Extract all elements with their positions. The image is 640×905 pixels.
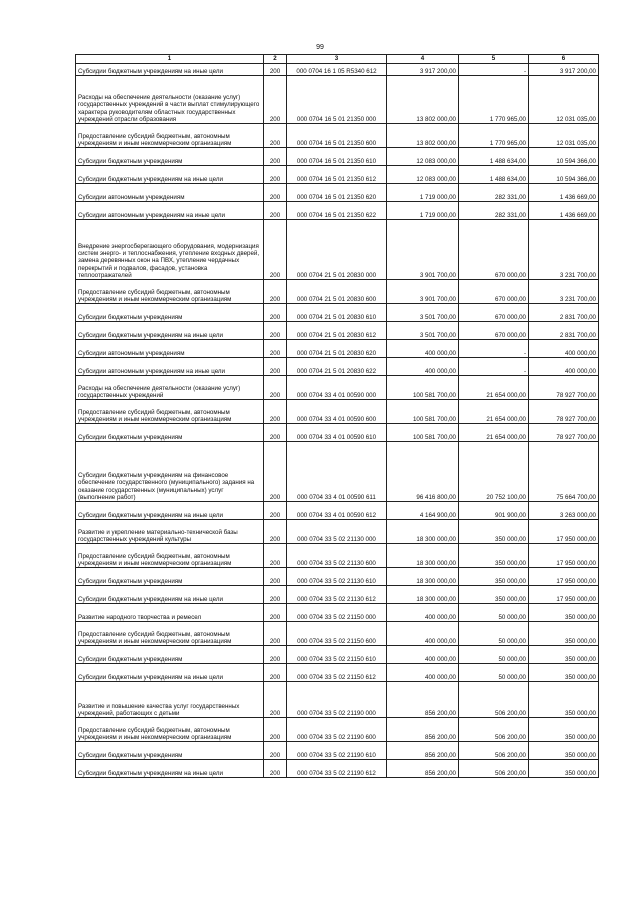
page-number: 99	[316, 44, 324, 51]
cell-v5: 282 331,00	[459, 184, 529, 202]
cell-v5: 21 654 000,00	[459, 400, 529, 424]
cell-admin: 200	[264, 400, 287, 424]
cell-admin: 200	[264, 586, 287, 604]
cell-v5: 670 000,00	[459, 304, 529, 322]
cell-code: 000 0704 33 5 02 21130 600	[287, 544, 387, 568]
cell-code: 000 0704 33 4 01 00590 600	[287, 400, 387, 424]
table-row	[76, 166, 599, 184]
cell-code: 000 0704 16 5 01 21350 600	[287, 124, 387, 148]
cell-name: Субсидии автономным учреждениям на иные цели	[76, 358, 264, 376]
cell-v4: 100 581 700,00	[387, 376, 459, 400]
cell-v5: 350 000,00	[459, 568, 529, 586]
cell-v5: -	[459, 340, 529, 358]
cell-v4: 856 200,00	[387, 742, 459, 760]
cell-v6: 2 831 700,00	[529, 322, 599, 340]
cell-name: Расходы на обеспечение деятельности (оказание услуг) государственных учреждений в части выплат стимулирующего характера руководителям областных государственных учреждений отрасли образования	[76, 76, 264, 124]
cell-v4: 400 000,00	[387, 646, 459, 664]
column-header: 4	[387, 55, 459, 64]
cell-v5: -	[459, 64, 529, 76]
cell-code: 000 0704 21 5 01 20830 600	[287, 280, 387, 304]
cell-admin: 200	[264, 664, 287, 682]
cell-admin: 200	[264, 376, 287, 400]
table-row	[76, 586, 599, 604]
cell-code: 000 0704 33 5 02 21190 612	[287, 760, 387, 778]
cell-v6: 17 950 000,00	[529, 586, 599, 604]
cell-name: Субсидии бюджетным учреждениям на иные цели	[76, 502, 264, 520]
cell-admin: 200	[264, 424, 287, 442]
cell-v6: 2 831 700,00	[529, 304, 599, 322]
cell-admin: 200	[264, 64, 287, 76]
cell-code: 000 0704 21 5 01 20830 620	[287, 340, 387, 358]
cell-code: 000 0704 16 5 01 21350 620	[287, 184, 387, 202]
cell-v4: 4 164 900,00	[387, 502, 459, 520]
cell-v4: 100 581 700,00	[387, 424, 459, 442]
cell-admin: 200	[264, 202, 287, 220]
cell-v4: 13 802 000,00	[387, 124, 459, 148]
cell-name: Предоставление субсидий бюджетным, автономным учреждениям и иным некоммерческим организациям	[76, 124, 264, 148]
cell-name: Развитие и укрепление материально-технической базы государственных учреждений культуры	[76, 520, 264, 544]
cell-admin: 200	[264, 322, 287, 340]
cell-admin: 200	[264, 148, 287, 166]
cell-admin: 200	[264, 304, 287, 322]
cell-v4: 856 200,00	[387, 718, 459, 742]
cell-admin: 200	[264, 604, 287, 622]
cell-v4: 13 802 000,00	[387, 76, 459, 124]
cell-v5: 350 000,00	[459, 586, 529, 604]
table-row	[76, 502, 599, 520]
cell-code: 000 0704 33 4 01 00590 610	[287, 424, 387, 442]
cell-v5: 50 000,00	[459, 622, 529, 646]
cell-admin: 200	[264, 220, 287, 280]
cell-code: 000 0704 21 5 01 20830 612	[287, 322, 387, 340]
table-row	[76, 280, 599, 304]
cell-v5: 506 200,00	[459, 718, 529, 742]
cell-v6: 350 000,00	[529, 664, 599, 682]
cell-code: 000 0704 33 5 02 21190 610	[287, 742, 387, 760]
cell-admin: 200	[264, 358, 287, 376]
table-row	[76, 622, 599, 646]
cell-name: Субсидии бюджетным учреждениям	[76, 568, 264, 586]
cell-code: 000 0704 21 5 01 20830 000	[287, 220, 387, 280]
table-row	[76, 64, 599, 76]
cell-v6: 350 000,00	[529, 718, 599, 742]
cell-name: Предоставление субсидий бюджетным, автономным учреждениям и иным некоммерческим организациям	[76, 622, 264, 646]
cell-v6: 3 231 700,00	[529, 280, 599, 304]
cell-admin: 200	[264, 166, 287, 184]
table-row	[76, 202, 599, 220]
cell-v4: 400 000,00	[387, 622, 459, 646]
column-header: 6	[529, 55, 599, 64]
cell-name: Субсидии бюджетным учреждениям	[76, 742, 264, 760]
cell-code: 000 0704 16 5 01 21350 612	[287, 166, 387, 184]
cell-name: Субсидии бюджетным учреждениям на иные цели	[76, 166, 264, 184]
cell-admin: 200	[264, 682, 287, 718]
cell-v5: 350 000,00	[459, 544, 529, 568]
cell-code: 000 0704 33 5 02 21150 610	[287, 646, 387, 664]
cell-name: Субсидии бюджетным учреждениям на иные цели	[76, 322, 264, 340]
cell-v4: 1 719 000,00	[387, 184, 459, 202]
cell-v5: 20 752 100,00	[459, 442, 529, 502]
cell-admin: 200	[264, 568, 287, 586]
table-row	[76, 604, 599, 622]
cell-code: 000 0704 21 5 01 20830 622	[287, 358, 387, 376]
table-row	[76, 664, 599, 682]
table-row	[76, 358, 599, 376]
table-row	[76, 304, 599, 322]
cell-name: Расходы на обеспечение деятельности (оказание услуг) государственных учреждений	[76, 376, 264, 400]
cell-code: 000 0704 33 5 02 21190 600	[287, 718, 387, 742]
table-row	[76, 148, 599, 166]
cell-v5: 1 770 965,00	[459, 124, 529, 148]
cell-v6: 75 664 700,00	[529, 442, 599, 502]
cell-v4: 856 200,00	[387, 682, 459, 718]
cell-v4: 3 901 700,00	[387, 280, 459, 304]
table-row	[76, 520, 599, 544]
cell-v6: 10 594 366,00	[529, 166, 599, 184]
cell-admin: 200	[264, 520, 287, 544]
cell-v6: 10 594 366,00	[529, 148, 599, 166]
cell-v4: 3 901 700,00	[387, 220, 459, 280]
cell-code: 000 0704 33 5 02 21150 000	[287, 604, 387, 622]
cell-admin: 200	[264, 502, 287, 520]
table-row	[76, 400, 599, 424]
table-row	[76, 124, 599, 148]
cell-v5: 670 000,00	[459, 322, 529, 340]
cell-v6: 3 231 700,00	[529, 220, 599, 280]
table-row	[76, 442, 599, 502]
column-header: 2	[264, 55, 287, 64]
table-row	[76, 376, 599, 400]
cell-name: Субсидии бюджетным учреждениям на иные цели	[76, 586, 264, 604]
cell-v5: 506 200,00	[459, 682, 529, 718]
cell-v5: 1 488 634,00	[459, 148, 529, 166]
cell-name: Субсидии бюджетным учреждениям	[76, 148, 264, 166]
cell-name: Субсидии бюджетным учреждениям	[76, 424, 264, 442]
table-body	[76, 64, 599, 778]
cell-v4: 856 200,00	[387, 760, 459, 778]
cell-v5: 670 000,00	[459, 220, 529, 280]
table-row	[76, 646, 599, 664]
cell-admin: 200	[264, 742, 287, 760]
cell-v4: 400 000,00	[387, 604, 459, 622]
table-row	[76, 718, 599, 742]
cell-name: Предоставление субсидий бюджетным, автономным учреждениям и иным некоммерческим организациям	[76, 280, 264, 304]
cell-code: 000 0704 33 5 02 21190 000	[287, 682, 387, 718]
cell-admin: 200	[264, 646, 287, 664]
cell-v4: 1 719 000,00	[387, 202, 459, 220]
table-row	[76, 322, 599, 340]
cell-name: Развитие народного творчества и ремесел	[76, 604, 264, 622]
cell-admin: 200	[264, 124, 287, 148]
cell-v4: 18 300 000,00	[387, 586, 459, 604]
cell-v5: 21 654 000,00	[459, 424, 529, 442]
cell-v6: 400 000,00	[529, 340, 599, 358]
cell-admin: 200	[264, 544, 287, 568]
cell-v6: 350 000,00	[529, 604, 599, 622]
cell-v6: 78 927 700,00	[529, 424, 599, 442]
cell-v4: 3 501 700,00	[387, 322, 459, 340]
cell-name: Предоставление субсидий бюджетным, автономным учреждениям и иным некоммерческим организациям	[76, 718, 264, 742]
column-header: 1	[76, 55, 264, 64]
cell-admin: 200	[264, 442, 287, 502]
cell-admin: 200	[264, 760, 287, 778]
cell-name: Субсидии бюджетным учреждениям на иные цели	[76, 664, 264, 682]
table-row	[76, 682, 599, 718]
cell-name: Субсидии автономным учреждениям на иные цели	[76, 202, 264, 220]
table-row	[76, 220, 599, 280]
cell-name: Предоставление субсидий бюджетным, автономным учреждениям и иным некоммерческим организациям	[76, 544, 264, 568]
column-header: 3	[287, 55, 387, 64]
cell-code: 000 0704 16 5 01 21350 622	[287, 202, 387, 220]
cell-code: 000 0704 16 1 05 R5340 612	[287, 64, 387, 76]
cell-admin: 200	[264, 622, 287, 646]
cell-admin: 200	[264, 184, 287, 202]
cell-v5: 506 200,00	[459, 742, 529, 760]
cell-v4: 18 300 000,00	[387, 544, 459, 568]
cell-v6: 1 436 669,00	[529, 184, 599, 202]
table-row	[76, 424, 599, 442]
cell-admin: 200	[264, 76, 287, 124]
cell-v6: 350 000,00	[529, 622, 599, 646]
cell-v5: 1 488 634,00	[459, 166, 529, 184]
cell-v4: 400 000,00	[387, 664, 459, 682]
cell-admin: 200	[264, 718, 287, 742]
cell-v6: 3 263 000,00	[529, 502, 599, 520]
table-row	[76, 568, 599, 586]
cell-v6: 3 917 200,00	[529, 64, 599, 76]
cell-name: Субсидии автономным учреждениям	[76, 340, 264, 358]
cell-v4: 96 416 800,00	[387, 442, 459, 502]
cell-code: 000 0704 33 5 02 21150 612	[287, 664, 387, 682]
cell-code: 000 0704 21 5 01 20830 610	[287, 304, 387, 322]
cell-name: Развитие и повышение качества услуг государственных учреждений, работающих с детьми	[76, 682, 264, 718]
table-row	[76, 184, 599, 202]
cell-v6: 17 950 000,00	[529, 544, 599, 568]
cell-v6: 400 000,00	[529, 358, 599, 376]
cell-v5: 282 331,00	[459, 202, 529, 220]
table-row	[76, 760, 599, 778]
cell-v6: 17 950 000,00	[529, 520, 599, 544]
cell-v4: 400 000,00	[387, 340, 459, 358]
cell-name: Субсидии автономным учреждениям	[76, 184, 264, 202]
cell-code: 000 0704 16 5 01 21350 000	[287, 76, 387, 124]
cell-v5: 506 200,00	[459, 760, 529, 778]
cell-v6: 350 000,00	[529, 760, 599, 778]
cell-v4: 12 083 000,00	[387, 166, 459, 184]
table-row	[76, 544, 599, 568]
cell-code: 000 0704 33 5 02 21150 600	[287, 622, 387, 646]
cell-v5: 50 000,00	[459, 646, 529, 664]
cell-name: Предоставление субсидий бюджетным, автономным учреждениям и иным некоммерческим организациям	[76, 400, 264, 424]
cell-v6: 78 927 700,00	[529, 400, 599, 424]
cell-name: Внедрение энергосберегающего оборудования, модернизация систем энерго- и теплоснабжения, утепление входных дверей, замена деревянных окон на ПВХ, утепление чердачных перекрытий и подвалов, фасадов, установка теплоотражателей	[76, 220, 264, 280]
table-row	[76, 742, 599, 760]
cell-v4: 400 000,00	[387, 358, 459, 376]
cell-code: 000 0704 33 4 01 00590 611	[287, 442, 387, 502]
cell-v5: 50 000,00	[459, 664, 529, 682]
cell-v4: 3 917 200,00	[387, 64, 459, 76]
cell-code: 000 0704 33 5 02 21130 610	[287, 568, 387, 586]
cell-v4: 18 300 000,00	[387, 568, 459, 586]
cell-v4: 100 581 700,00	[387, 400, 459, 424]
table-row	[76, 76, 599, 124]
column-header: 5	[459, 55, 529, 64]
cell-v6: 1 436 669,00	[529, 202, 599, 220]
cell-name: Субсидии бюджетным учреждениям	[76, 304, 264, 322]
cell-v5: 1 770 965,00	[459, 76, 529, 124]
cell-v5: 21 654 000,00	[459, 376, 529, 400]
cell-v5: -	[459, 358, 529, 376]
cell-code: 000 0704 33 5 02 21130 612	[287, 586, 387, 604]
cell-code: 000 0704 33 4 01 00590 612	[287, 502, 387, 520]
cell-name: Субсидии бюджетным учреждениям на иные цели	[76, 64, 264, 76]
budget-table	[75, 54, 599, 778]
cell-v6: 12 031 035,00	[529, 124, 599, 148]
cell-code: 000 0704 33 4 01 00590 000	[287, 376, 387, 400]
cell-v6: 78 927 700,00	[529, 376, 599, 400]
cell-code: 000 0704 33 5 02 21130 000	[287, 520, 387, 544]
cell-v6: 12 031 035,00	[529, 76, 599, 124]
cell-name: Субсидии бюджетным учреждениям на финансовое обеспечение государственного (муниципального) задания на оказание государственных (муниципальных) услуг (выполнение работ)	[76, 442, 264, 502]
cell-admin: 200	[264, 340, 287, 358]
cell-v4: 3 501 700,00	[387, 304, 459, 322]
table-row	[76, 340, 599, 358]
table-header-row	[76, 55, 599, 64]
cell-v5: 901 900,00	[459, 502, 529, 520]
cell-v4: 12 083 000,00	[387, 148, 459, 166]
cell-v5: 670 000,00	[459, 280, 529, 304]
cell-v6: 350 000,00	[529, 742, 599, 760]
cell-code: 000 0704 16 5 01 21350 610	[287, 148, 387, 166]
cell-v6: 350 000,00	[529, 646, 599, 664]
cell-v6: 350 000,00	[529, 682, 599, 718]
cell-v5: 350 000,00	[459, 520, 529, 544]
cell-name: Субсидии бюджетным учреждениям на иные цели	[76, 760, 264, 778]
cell-admin: 200	[264, 280, 287, 304]
cell-v6: 17 950 000,00	[529, 568, 599, 586]
cell-name: Субсидии бюджетным учреждениям	[76, 646, 264, 664]
cell-v5: 50 000,00	[459, 604, 529, 622]
cell-v4: 18 300 000,00	[387, 520, 459, 544]
